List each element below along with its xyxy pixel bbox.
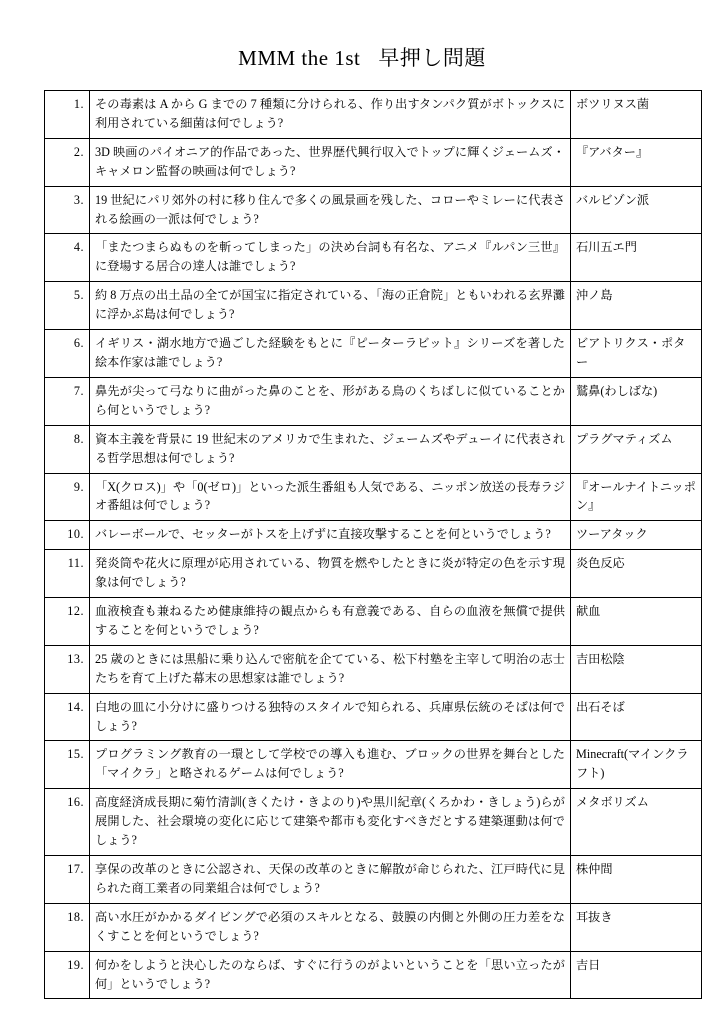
row-question: 「X(クロス)」や「0(ゼロ)」といった派生番組も人気である、ニッポン放送の長寿ラジオ番組は何でしょう? bbox=[90, 473, 571, 521]
row-number: 5. bbox=[45, 282, 90, 330]
row-answer: 沖ノ島 bbox=[571, 282, 702, 330]
quiz-table bbox=[44, 90, 702, 999]
title-sub: 早押し問題 bbox=[378, 46, 486, 70]
table-row bbox=[45, 425, 702, 473]
row-number: 16. bbox=[45, 789, 90, 856]
row-question: 3D 映画のパイオニア的作品であった、世界歴代興行収入でトップに輝くジェームズ・キャメロン監督の映画は何でしょう? bbox=[90, 138, 571, 186]
table-row bbox=[45, 741, 702, 789]
table-row bbox=[45, 598, 702, 646]
table-row bbox=[45, 138, 702, 186]
row-question: 何かをしようと決心したのならば、すぐに行うのがよいということを「思い立ったが何」というでしょう? bbox=[90, 951, 571, 999]
row-number: 2. bbox=[45, 138, 90, 186]
table-row bbox=[45, 789, 702, 856]
table-row bbox=[45, 951, 702, 999]
quiz-table-body bbox=[45, 91, 702, 999]
row-number: 6. bbox=[45, 330, 90, 378]
table-row bbox=[45, 645, 702, 693]
row-answer: ツーアタック bbox=[571, 521, 702, 550]
table-row bbox=[45, 234, 702, 282]
table-row bbox=[45, 550, 702, 598]
row-answer: 『アバター』 bbox=[571, 138, 702, 186]
row-question: 「またつまらぬものを斬ってしまった」の決め台詞も有名な、アニメ『ルパン三世』に登場する居合の達人は誰でしょう? bbox=[90, 234, 571, 282]
row-question: イギリス・湖水地方で過ごした経験をもとに『ピーターラビット』シリーズを著した絵本作家は誰でしょう? bbox=[90, 330, 571, 378]
row-question: 白地の皿に小分けに盛りつける独特のスタイルで知られる、兵庫県伝統のそばは何でしょう? bbox=[90, 693, 571, 741]
row-number: 18. bbox=[45, 903, 90, 951]
row-number: 14. bbox=[45, 693, 90, 741]
row-answer: 出石そば bbox=[571, 693, 702, 741]
row-question: 資本主義を背景に 19 世紀末のアメリカで生まれた、ジェームズやデューイに代表される哲学思想は何でしょう? bbox=[90, 425, 571, 473]
row-number: 9. bbox=[45, 473, 90, 521]
row-answer: 石川五エ門 bbox=[571, 234, 702, 282]
row-number: 15. bbox=[45, 741, 90, 789]
table-row bbox=[45, 903, 702, 951]
row-answer: ボツリヌス菌 bbox=[571, 91, 702, 139]
row-number: 17. bbox=[45, 856, 90, 904]
row-question: 享保の改革のときに公認され、天保の改革のときに解散が命じられた、江戸時代に見られた商工業者の同業組合は何でしょう? bbox=[90, 856, 571, 904]
row-question: プログラミング教育の一環として学校での導入も進む、ブロックの世界を舞台とした「マイクラ」と略されるゲームは何でしょう? bbox=[90, 741, 571, 789]
row-question: 鼻先が尖って弓なりに曲がった鼻のことを、形がある鳥のくちばしに似ていることから何というでしょう? bbox=[90, 377, 571, 425]
row-answer: 献血 bbox=[571, 598, 702, 646]
title-main: MMM the 1st bbox=[238, 46, 361, 70]
table-row bbox=[45, 521, 702, 550]
row-number: 13. bbox=[45, 645, 90, 693]
row-answer: メタボリズム bbox=[571, 789, 702, 856]
row-question: 高い水圧がかかるダイビングで必須のスキルとなる、鼓膜の内側と外側の圧力差をなくすことを何というでしょう? bbox=[90, 903, 571, 951]
row-answer: プラグマティズム bbox=[571, 425, 702, 473]
row-answer: 株仲間 bbox=[571, 856, 702, 904]
row-answer: 吉日 bbox=[571, 951, 702, 999]
table-row bbox=[45, 91, 702, 139]
row-question: 約 8 万点の出土品の全てが国宝に指定されている、「海の正倉院」ともいわれる玄界灘に浮かぶ島は何でしょう? bbox=[90, 282, 571, 330]
table-row bbox=[45, 282, 702, 330]
row-answer: 鷲鼻(わしばな) bbox=[571, 377, 702, 425]
row-number: 4. bbox=[45, 234, 90, 282]
row-number: 19. bbox=[45, 951, 90, 999]
row-number: 11. bbox=[45, 550, 90, 598]
row-question: 高度経済成長期に菊竹清訓(きくたけ・きよのり)や黒川紀章(くろかわ・きしょう)らが展開した、社会環境の変化に応じて建築や都市も変化すべきだとする建築運動は何でしょう? bbox=[90, 789, 571, 856]
row-number: 8. bbox=[45, 425, 90, 473]
row-number: 3. bbox=[45, 186, 90, 234]
row-answer: 耳抜き bbox=[571, 903, 702, 951]
row-question: その毒素は A から G までの 7 種類に分けられる、作り出すタンパク質がボトックスに利用されている細菌は何でしょう? bbox=[90, 91, 571, 139]
table-row bbox=[45, 856, 702, 904]
table-row bbox=[45, 693, 702, 741]
table-row bbox=[45, 186, 702, 234]
table-row bbox=[45, 377, 702, 425]
page-title bbox=[44, 42, 680, 72]
row-number: 12. bbox=[45, 598, 90, 646]
row-answer: 『オールナイトニッポン』 bbox=[571, 473, 702, 521]
row-number: 1. bbox=[45, 91, 90, 139]
row-question: 発炎筒や花火に原理が応用されている、物質を燃やしたときに炎が特定の色を示す現象は何でしょう? bbox=[90, 550, 571, 598]
row-answer: ビアトリクス・ポター bbox=[571, 330, 702, 378]
table-row bbox=[45, 473, 702, 521]
row-question: 19 世紀にパリ郊外の村に移り住んで多くの風景画を残した、コローやミレーに代表される絵画の一派は何でしょう? bbox=[90, 186, 571, 234]
row-answer: バルビゾン派 bbox=[571, 186, 702, 234]
row-question: 25 歳のときには黒船に乗り込んで密航を企てている、松下村塾を主宰して明治の志士たちを育て上げた幕末の思想家は誰でしょう? bbox=[90, 645, 571, 693]
row-answer: Minecraft(マインクラフト) bbox=[571, 741, 702, 789]
row-question: バレーボールで、セッターがトスを上げずに直接攻撃することを何というでしょう? bbox=[90, 521, 571, 550]
row-question: 血液検査も兼ねるため健康維持の観点からも有意義である、自らの血液を無償で提供することを何というでしょう? bbox=[90, 598, 571, 646]
row-answer: 炎色反応 bbox=[571, 550, 702, 598]
row-answer: 吉田松陰 bbox=[571, 645, 702, 693]
table-row bbox=[45, 330, 702, 378]
row-number: 10. bbox=[45, 521, 90, 550]
row-number: 7. bbox=[45, 377, 90, 425]
